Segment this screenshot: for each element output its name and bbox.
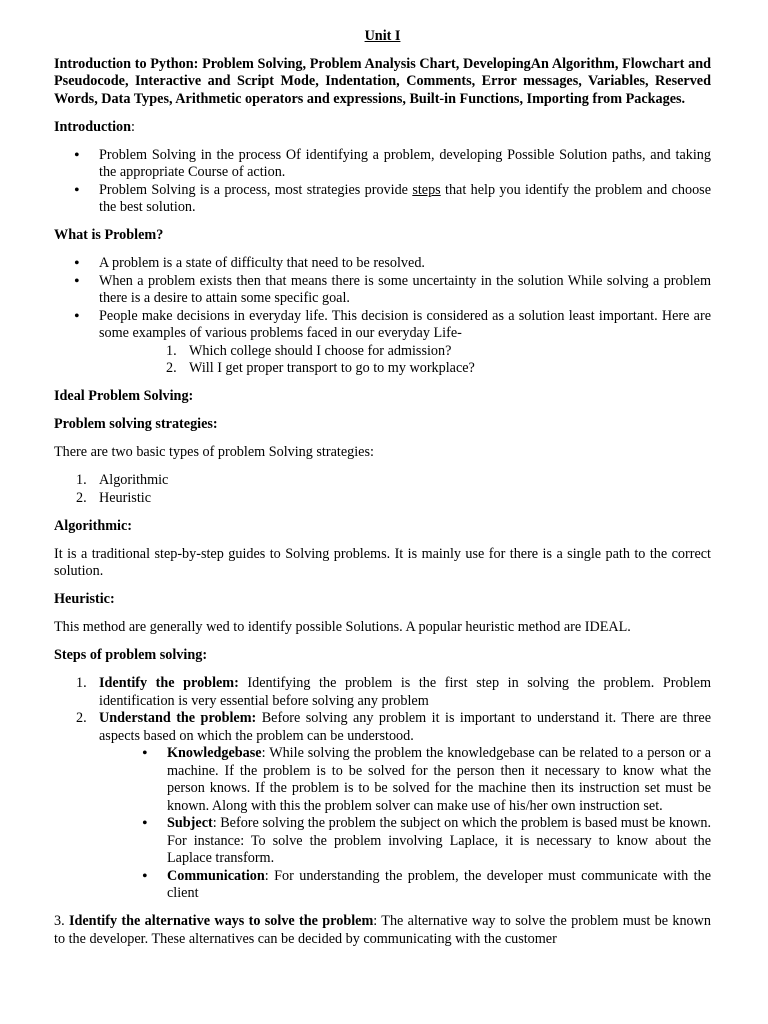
steps-heading: Steps of problem solving: — [54, 647, 208, 663]
aspect-text: : While solving the problem the knowledgebase can be related to a person or a machine. If the problem is to be solved for the person then it necessary to know what the person knows. If the problem is to be solved for the machine then its instruction set must be known. Along with this the problem solver can make use of his/her own instruction set. — [167, 745, 711, 814]
strategy-text: Algorithmic — [99, 472, 169, 488]
ideal-heading: Ideal Problem Solving: — [54, 388, 194, 404]
list-item — [54, 308, 711, 378]
aspect-text: : Before solving the problem the subject on which the problem is based must be known. For instance: To solve the problem involving Laplace, it is necessary to know about the Laplace transform. — [167, 815, 711, 866]
aspect-label: Communication — [167, 867, 265, 884]
list-item — [99, 745, 711, 815]
list-item — [54, 182, 711, 217]
strategies-intro: There are two basic types of problem Solving strategies: — [54, 444, 374, 460]
example-text: Which college should I choose for admission? — [189, 342, 452, 359]
steps-link[interactable]: steps — [412, 181, 441, 198]
list-number: 1. — [76, 472, 87, 488]
list-number: 2. — [76, 710, 87, 726]
example-text: Will I get proper transport to go to my workplace? — [189, 360, 475, 376]
steps-list — [54, 675, 711, 903]
step3-paragraph — [54, 913, 711, 948]
what-is-problem-list — [54, 255, 711, 378]
list-item: • A problem is a state of difficulty that need to be resolved. — [54, 255, 711, 273]
step-text: : The alternative way to solve the problem must be known to the developer. These alternatives can be decided by communicating with the customer — [54, 913, 711, 947]
bullet-text: that help you identify the problem and choose the best solution. — [99, 181, 712, 215]
step-label: Identify the alternative ways to solve the problem — [68, 913, 374, 929]
list-item: • Problem Solving in the process Of identifying a problem, developing Possible Solution paths, and taking the appropriate Course of action. — [54, 147, 711, 182]
step-text: Identifying the problem is the first step in solving the problem. Problem identification is very essential before solving any problem — [99, 675, 711, 709]
algorithmic-text: It is a traditional step-by-step guides to Solving problems. It is mainly use for there is a single path to the correct solution. — [54, 545, 711, 579]
list-number: 2. — [76, 489, 87, 506]
step-text: Before solving any problem it is important to understand it. There are three aspects based on which the problem can be understood. — [99, 710, 711, 744]
bullet-text: Problem Solving is a process, most strategies provide — [99, 181, 413, 198]
list-item — [99, 868, 711, 903]
algorithmic-heading: Algorithmic: — [54, 517, 133, 534]
heuristic-text: This method are generally wed to identify possible Solutions. A popular heuristic method are IDEAL. — [54, 619, 631, 635]
aspect-label: Subject — [167, 815, 213, 831]
list-item — [99, 815, 711, 868]
strategy-text: Heuristic — [99, 489, 152, 506]
aspect-label: Knowledgebase — [167, 745, 262, 761]
list-item — [54, 490, 711, 508]
introduction-list — [54, 147, 711, 217]
step-label: Understand the problem: — [99, 710, 257, 726]
list-item — [99, 343, 711, 361]
strategies-list — [54, 472, 711, 507]
introduction-heading: Introduction — [54, 118, 131, 135]
bullet-text: People make decisions in everyday life. This decision is considered as a solution least important. Here are some examples of various problems faced in our everyday Life- — [99, 307, 711, 341]
page-title: Unit I — [364, 28, 401, 44]
step-label: Identify the problem: — [99, 675, 239, 691]
what-is-problem-heading: What is Problem? — [54, 227, 164, 243]
list-item — [54, 472, 711, 490]
list-item: • When a problem exists then that means there is some uncertainty in the solution While solving a problem there is a desire to attain some specific goal. — [54, 273, 711, 308]
step-number: 3. — [54, 913, 69, 929]
heuristic-heading: Heuristic: — [54, 591, 115, 607]
aspect-text: : For understanding the problem, the developer must communicate with the client — [167, 867, 711, 901]
aspects-list — [99, 745, 711, 903]
introduction-heading-line — [54, 119, 711, 137]
list-item — [54, 675, 711, 710]
examples-list — [99, 343, 711, 378]
introduction-colon: : — [131, 118, 135, 135]
intro-topics: Introduction to Python: Problem Solving, Problem Analysis Chart, DevelopingAn Algorithm, Flowchart and Pseudocode, Interactive and Script Mode, Indentation, Comments, Error messages, Variables, Reserved Words, Data Types, Arithmetic operators and expressions, Built-in Functions, Importing from Packages. — [54, 55, 711, 107]
document-content — [54, 28, 711, 959]
list-number: 1. — [76, 675, 87, 691]
list-number: 2. — [166, 360, 177, 376]
strategies-heading: Problem solving strategies: — [54, 416, 218, 432]
list-item — [54, 710, 711, 903]
list-item — [99, 360, 711, 378]
list-number: 1. — [166, 342, 177, 359]
